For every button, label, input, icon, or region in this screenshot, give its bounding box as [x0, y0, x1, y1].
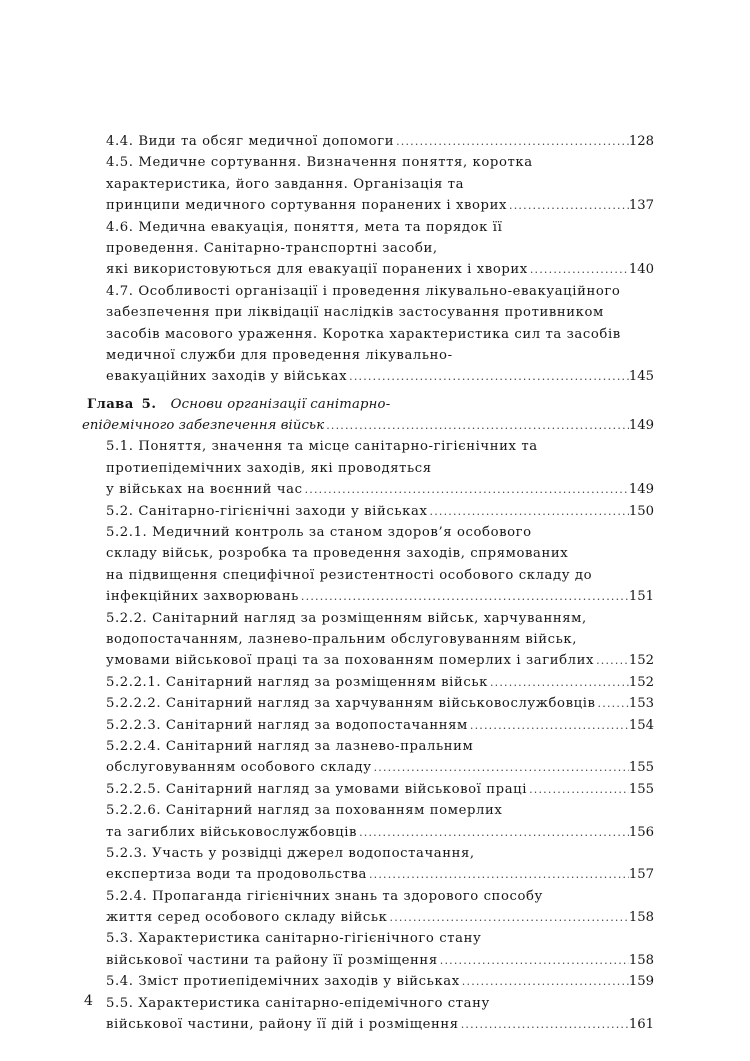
toc-entry-text: військової частини, району її дій і розміщення [106, 1017, 459, 1033]
toc-text-line: 5.2.2.6. Санітарний нагляд за похованням померлих [106, 803, 503, 819]
toc-text-line: характеристика, його завдання. Організація та [106, 176, 465, 192]
dot-leader [596, 693, 629, 714]
page-number: 4 [84, 993, 93, 1009]
toc-text-line: 4.5. Медичне сортування. Визначення поняття, коротка [106, 155, 533, 171]
toc-page-number: 153 [628, 696, 654, 712]
dot-leader [468, 715, 629, 736]
toc-page-number: 137 [628, 198, 654, 214]
toc-page-number: 128 [628, 134, 654, 149]
toc-text-line: засобів масового ураження. Коротка характеристика сил та засобів [106, 326, 621, 342]
toc-text-line: 4.7. Особливості організації і проведення лікувально-евакуаційного [106, 283, 621, 299]
toc-entry [106, 479, 654, 500]
toc-entry-text: 5.2.2.5. Санітарний нагляд за умовами військової праці [106, 781, 528, 797]
toc-entry [106, 864, 654, 885]
toc-entry [106, 971, 654, 992]
toc-entry-text: які використовуються для евакуації поранених і хворих [106, 262, 528, 278]
dot-leader [324, 415, 629, 436]
toc-entry [106, 779, 654, 800]
dot-leader [299, 586, 629, 607]
toc-page-number: 158 [628, 952, 654, 968]
toc-entry-text: евакуаційних заходів у військах [106, 369, 348, 385]
dot-leader [388, 907, 629, 928]
toc-text-line: 5.3. Характеристика санітарно-гігієнічного стану [106, 931, 482, 947]
dot-leader [428, 501, 629, 522]
toc-text-line: 5.5. Характеристика санітарно-епідемічного стану [106, 995, 490, 1011]
toc-text-line: 5.2.2.4. Санітарний нагляд за лазнево-пральним [106, 738, 474, 754]
chapter-label: Глава [87, 396, 134, 412]
toc-text-line: 5.2.1. Медичний контроль за станом здоров’я особового [106, 525, 532, 541]
chapter-heading-cont [82, 415, 654, 436]
chapter-title: епідемічного забезпечення військ [82, 418, 325, 434]
toc-entry-text: експертиза води та продовольства [106, 867, 367, 883]
toc-page-number: 149 [628, 418, 654, 434]
toc-entry-text: 4.4. Види та обсяг медичної допомоги [106, 134, 395, 149]
toc-entry-text: принципи медичного сортування поранених і хворих [106, 198, 508, 214]
toc-entry-text: умовами військової праці та за похованням померлих і загиблих [106, 653, 595, 669]
toc-page-number: 140 [628, 262, 654, 278]
toc-entry [106, 131, 654, 152]
toc-entry [106, 650, 654, 671]
chapter-title: Основи організації санітарно- [170, 396, 391, 412]
table-of-contents [0, 131, 750, 1035]
toc-entry-text: та загиблих військовослужбовців [106, 824, 358, 840]
toc-text-line: 5.2.4. Пропаганда гігієнічних знань та здорового способу [106, 888, 543, 904]
toc-page-number: 155 [628, 781, 654, 797]
dot-leader [488, 672, 629, 693]
toc-entry-text: інфекційних захворювань [106, 589, 299, 605]
toc-entry-text: у військах на воєнний час [106, 482, 303, 498]
toc-entry [106, 715, 654, 736]
toc-text-line: 5.1. Поняття, значення та місце санітарно-гігієнічних та [106, 439, 538, 455]
toc-text-line: 5.2.3. Участь у розвідці джерел водопостачання, [106, 845, 475, 861]
toc-text-line: проведення. Санітарно-транспортні засоби, [106, 240, 438, 256]
toc-entry [106, 907, 654, 928]
toc-page-number: 151 [628, 589, 654, 605]
toc-text-line: 4.6. Медична евакуація, поняття, мета та порядок її [106, 219, 503, 235]
dot-leader [394, 131, 629, 152]
toc-text-line: водопостачанням, лазнево-пральним обслуговуванням військ, [106, 631, 578, 647]
toc-entry-text: військової частини та району її розміщення [106, 952, 438, 968]
toc-text-line: складу військ, розробка та проведення заходів, спрямованих [106, 546, 569, 562]
toc-page-number: 161 [628, 1017, 654, 1033]
toc-entry [106, 950, 654, 971]
toc-entry-text: 5.2.2.3. Санітарний нагляд за водопостачанням [106, 717, 468, 733]
toc-page-number: 152 [628, 653, 654, 669]
toc-page-number: 150 [628, 503, 654, 519]
toc-page-number: 145 [628, 369, 654, 385]
toc-entry-text: 5.4. Зміст протиепідемічних заходів у військах [106, 974, 460, 990]
dot-leader [460, 971, 629, 992]
toc-entry [106, 259, 654, 280]
toc-entry [106, 822, 654, 843]
toc-text-line: протиепідемічних заходів, які проводяться [106, 460, 432, 476]
toc-page-number: 149 [628, 482, 654, 498]
toc-entry [106, 501, 654, 522]
toc-entry-text: 5.2. Санітарно-гігієнічні заходи у військах [106, 503, 428, 519]
dot-leader [372, 757, 629, 778]
dot-leader [357, 822, 629, 843]
toc-entry-text: 5.2.2.2. Санітарний нагляд за харчуванням військовослужбовців [106, 696, 596, 712]
toc-text-line: медичної служби для проведення лікувально- [106, 347, 453, 363]
dot-leader [347, 366, 629, 387]
toc-entry [106, 1014, 654, 1035]
toc-entry [106, 586, 654, 607]
toc-page-number: 159 [628, 974, 654, 990]
toc-text-line: 5.2.2. Санітарний нагляд за розміщенням військ, харчуванням, [106, 610, 587, 626]
dot-leader [507, 195, 629, 216]
toc-page-number: 158 [628, 910, 654, 926]
dot-leader [528, 259, 629, 280]
toc-entry [106, 366, 654, 387]
toc-entry [106, 693, 654, 714]
toc-entry-text: обслуговуванням особового складу [106, 760, 372, 776]
dot-leader [438, 950, 629, 971]
toc-entry [106, 757, 654, 778]
toc-text-line: на підвищення специфічної резистентності особового складу до [106, 567, 593, 583]
dot-leader [367, 864, 629, 885]
chapter-heading [87, 394, 750, 415]
toc-entry-text: життя серед особового складу військ [106, 910, 388, 926]
toc-text-line: забезпечення при ліквідації наслідків застосування противником [106, 305, 604, 321]
toc-entry [106, 195, 654, 216]
dot-leader [594, 650, 629, 671]
toc-page-number: 156 [628, 824, 654, 840]
toc-page-number: 152 [628, 674, 654, 690]
toc-page-number: 155 [628, 760, 654, 776]
toc-page-number: 154 [628, 717, 654, 733]
dot-leader [303, 479, 629, 500]
toc-page-number: 157 [628, 867, 654, 883]
dot-leader [459, 1014, 629, 1035]
chapter-number: 5. [141, 396, 157, 412]
toc-entry [106, 672, 654, 693]
toc-entry-text: 5.2.2.1. Санітарний нагляд за розміщенням військ [106, 674, 488, 690]
dot-leader [527, 779, 629, 800]
